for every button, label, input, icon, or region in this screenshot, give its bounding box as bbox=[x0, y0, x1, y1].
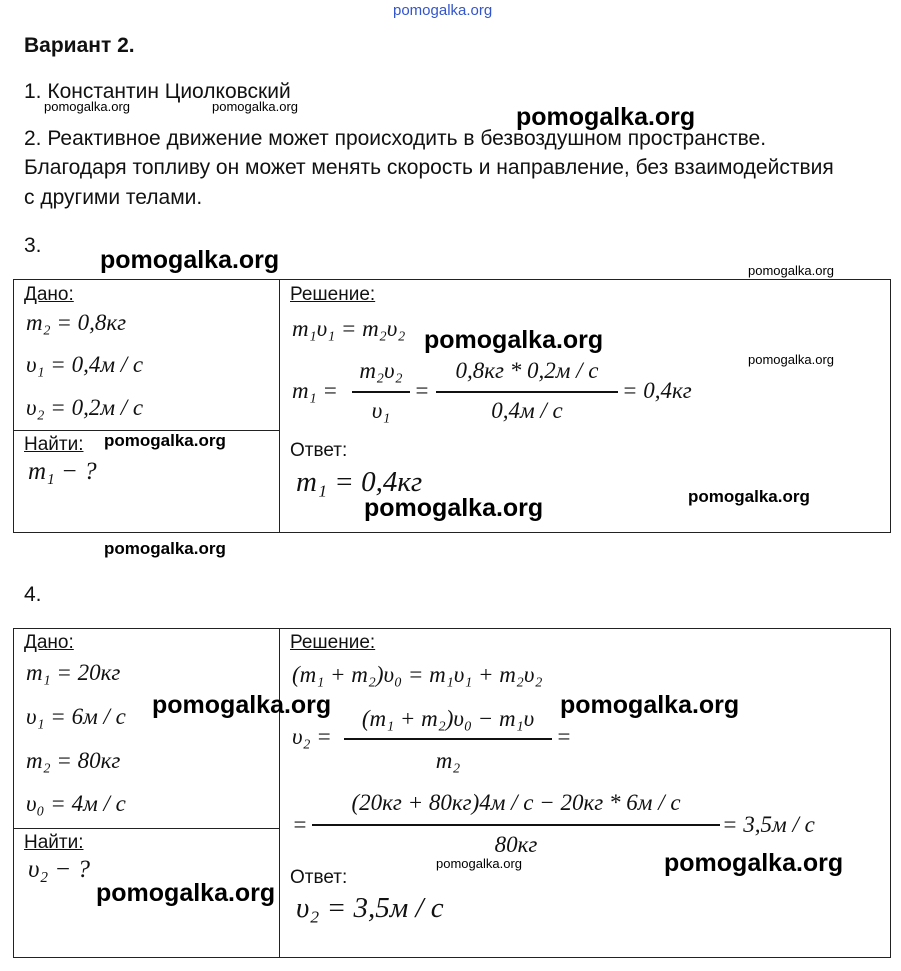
given-label: Дано: bbox=[24, 284, 74, 305]
answer-q2-line3: с другими телами. bbox=[24, 186, 203, 209]
given-v2: υ₂ = 0,2м / с bbox=[26, 395, 144, 420]
watermark: pomogalka.org bbox=[104, 431, 226, 450]
watermark: pomogalka.org bbox=[104, 539, 226, 558]
watermark: pomogalka.org bbox=[100, 246, 280, 274]
answer-q1: 1. Константин Циолковский bbox=[24, 80, 291, 103]
given-v1: υ₁ = 0,4м / с bbox=[26, 352, 144, 377]
q4-eq2-equals: = bbox=[556, 724, 572, 749]
given-m2: m₂ = 0,8кг bbox=[26, 310, 127, 335]
watermark: pomogalka.org bbox=[664, 849, 844, 877]
answer-label: Ответ: bbox=[290, 440, 348, 461]
q4-eq3-result: = 3,5м / с bbox=[722, 812, 815, 837]
watermark: pomogalka.org bbox=[688, 487, 810, 506]
q3-eq2-denominator-values: 0,4м / с bbox=[491, 398, 563, 423]
solution-label: Решение: bbox=[290, 632, 376, 653]
given-m1: m₁ = 20кг bbox=[26, 660, 121, 685]
watermark: pomogalka.org bbox=[212, 99, 298, 114]
q3-eq2-numerator-values: 0,8кг * 0,2м / с bbox=[455, 358, 599, 383]
watermark: pomogalka.org bbox=[436, 856, 522, 871]
q3-eq2-numerator: m₂υ₂ bbox=[359, 358, 403, 383]
page-title: Вариант 2. bbox=[24, 34, 135, 57]
q4-eq3-denominator: 80кг bbox=[494, 832, 538, 857]
solution-label: Решение: bbox=[290, 284, 376, 305]
watermark: pomogalka.org bbox=[424, 326, 604, 354]
answer-q2-line2: Благодаря топливу он может менять скорость и направление, без взаимодействия bbox=[24, 156, 834, 179]
watermark-top: pomogalka.org bbox=[393, 2, 493, 19]
q4-eq2-numerator: (m₁ + m₂)υ₀ − m₁υ bbox=[361, 706, 535, 731]
question-number-3: 3. bbox=[24, 234, 42, 257]
q4-equation-momentum: (m₁ + m₂)υ₀ = m₁υ₁ + m₂υ₂ bbox=[292, 662, 543, 687]
given-m2: m₂ = 80кг bbox=[26, 748, 121, 773]
q4-eq3-equals: = bbox=[292, 812, 308, 837]
watermark: pomogalka.org bbox=[748, 263, 834, 278]
watermark: pomogalka.org bbox=[44, 99, 130, 114]
q4-eq2-lhs: υ₂ = bbox=[292, 724, 332, 749]
watermark: pomogalka.org bbox=[560, 691, 740, 719]
watermark: pomogalka.org bbox=[152, 691, 332, 719]
given-label: Дано: bbox=[24, 632, 74, 653]
q3-eq2-equals: = bbox=[414, 378, 430, 403]
find-label: Найти: bbox=[24, 434, 84, 455]
watermark: pomogalka.org bbox=[96, 879, 276, 907]
q4-eq3-numerator: (20кг + 80кг)4м / с − 20кг * 6м / с bbox=[351, 790, 681, 815]
q3-eq2-lhs: m₁ = bbox=[292, 378, 338, 403]
find-v2: υ₂ − ? bbox=[28, 856, 91, 883]
watermark: pomogalka.org bbox=[516, 103, 696, 131]
q3-answer: m₁ = 0,4кг bbox=[296, 466, 423, 498]
q3-equation-momentum: m₁υ₁ = m₂υ₂ bbox=[292, 316, 406, 341]
answer-label: Ответ: bbox=[290, 867, 348, 888]
find-m1: m₁ − ? bbox=[28, 458, 97, 485]
question-number-4: 4. bbox=[24, 583, 42, 606]
q4-eq2-denominator: m₂ bbox=[435, 748, 461, 773]
watermark: pomogalka.org bbox=[364, 494, 544, 522]
answer-q2-line1: 2. Реактивное движение может происходить в безвоздушном пространстве. bbox=[24, 127, 767, 150]
q3-eq2-denominator: υ₁ bbox=[371, 398, 391, 423]
given-v0: υ₀ = 4м / с bbox=[26, 791, 126, 816]
watermark: pomogalka.org bbox=[748, 352, 834, 367]
find-label: Найти: bbox=[24, 832, 84, 853]
given-v1: υ₁ = 6м / с bbox=[26, 704, 126, 729]
q3-eq2-result: = 0,4кг bbox=[622, 378, 692, 403]
q4-answer: υ₂ = 3,5м / с bbox=[296, 892, 444, 924]
